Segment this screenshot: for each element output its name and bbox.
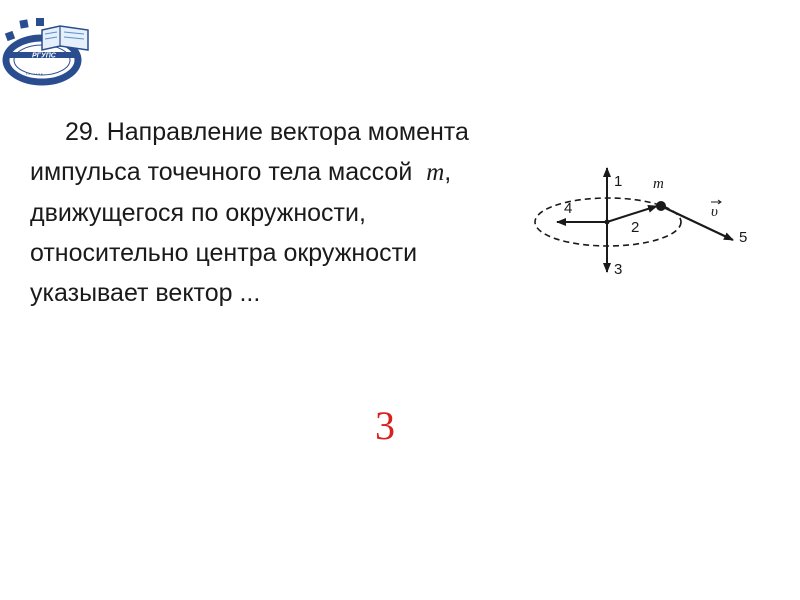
question-number: 29. <box>65 118 100 146</box>
question-text <box>30 112 530 313</box>
vector-label-2: 2 <box>631 219 640 236</box>
question-line-2: импульса точечного тела массой m, <box>30 158 452 186</box>
question-line-4: относительно центра окружности <box>30 239 418 267</box>
vector-5 <box>661 206 733 240</box>
circular-motion-diagram <box>525 162 765 287</box>
vector-label-5: 5 <box>739 229 748 246</box>
vector-label-1: 1 <box>614 173 623 190</box>
mass-symbol: m <box>426 159 445 186</box>
svg-text:РГУПС: РГУПС <box>32 52 56 60</box>
question-line-1: 29. Направление вектора момента <box>65 118 469 146</box>
answer-text: 3 <box>375 403 395 448</box>
mass-label: m <box>653 176 664 192</box>
question-line-5: указывает вектор ... <box>30 279 261 307</box>
velocity-label: υ <box>711 204 718 220</box>
vector-label-4: 4 <box>564 200 573 217</box>
question-line-3: движущегося по окружности, <box>30 199 366 227</box>
vector-label-3: 3 <box>614 261 623 278</box>
university-logo <box>0 10 100 90</box>
svg-text:• • • • • • •: • • • • • • • <box>26 71 43 76</box>
mass-point <box>656 201 666 211</box>
center-point <box>605 220 610 225</box>
